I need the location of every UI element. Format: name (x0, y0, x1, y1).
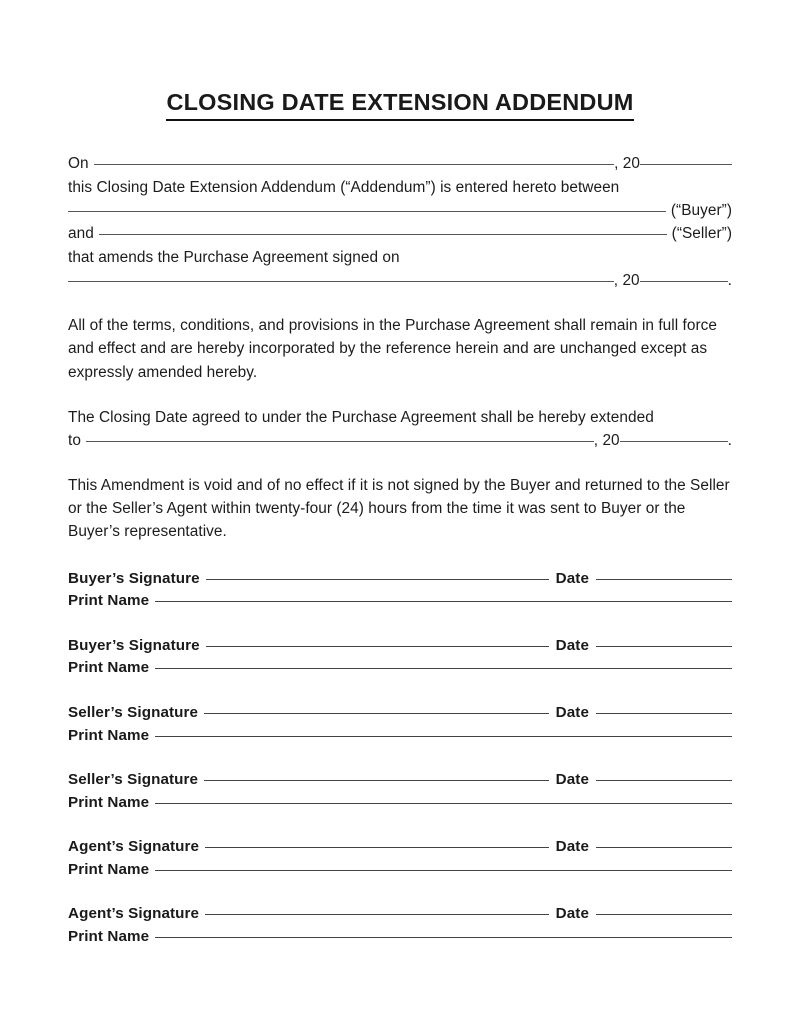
signature-block-seller-2 (68, 771, 732, 816)
extension-paragraph (68, 406, 732, 453)
signature-block-buyer-1 (68, 570, 732, 615)
recital-line-seller (68, 222, 732, 245)
terms-paragraph-text: All of the terms, conditions, and provisions in the Purchase Agreement shall remain in full force and effect and are hereby incorporated by the reference herein and are unchanged except as expressly amended hereby. (68, 317, 718, 381)
print-name-row (68, 659, 732, 682)
print-name-row (68, 727, 732, 750)
print-name-label: Print Name (68, 592, 150, 610)
print-name-row (68, 928, 732, 951)
agreement-year-blank[interactable] (640, 281, 728, 282)
date-label: Date (555, 771, 589, 789)
signature-role-label: Agent’s Signature (68, 905, 200, 923)
print-name-blank[interactable] (155, 601, 732, 602)
recital-line-date (68, 152, 732, 175)
date-label: Date (555, 569, 589, 587)
extension-year-prefix-label: , 20 (593, 432, 620, 450)
page-title-text: CLOSING DATE EXTENSION ADDENDUM (166, 88, 633, 121)
signature-section (68, 570, 732, 951)
terms-paragraph (68, 314, 732, 384)
recital-block (68, 152, 732, 292)
signature-role-label: Seller’s Signature (68, 703, 199, 721)
recital-line-buyer (68, 199, 732, 222)
seller-name-blank[interactable] (99, 234, 667, 235)
date-blank[interactable] (596, 780, 732, 781)
void-clause-text: This Amendment is void and of no effect if it is not signed by the Buyer and returned to the Seller or the Seller’s Agent within twenty-four (24) hours from the time it was sent to Buyer or the Buyer’s representative. (68, 476, 730, 541)
signature-role-label: Seller’s Signature (68, 771, 199, 789)
date-blank[interactable] (596, 579, 732, 580)
agreement-date-blank[interactable] (68, 281, 614, 282)
signature-blank[interactable] (206, 579, 549, 580)
buyer-tag-label: (“Buyer”) (670, 201, 732, 219)
seller-tag-label: (“Seller”) (671, 225, 732, 243)
signature-blank[interactable] (205, 914, 549, 915)
print-name-row (68, 794, 732, 817)
print-name-label: Print Name (68, 793, 150, 811)
print-name-blank[interactable] (155, 803, 732, 804)
print-name-row (68, 592, 732, 615)
to-label: to (68, 432, 81, 450)
signature-blank[interactable] (205, 847, 549, 848)
agreement-period: . (727, 271, 732, 289)
date-label: Date (555, 838, 589, 856)
signature-block-agent-1 (68, 838, 732, 883)
signature-row (68, 570, 732, 593)
print-name-label: Print Name (68, 659, 150, 677)
date-label: Date (555, 636, 589, 654)
new-closing-year-blank[interactable] (620, 441, 728, 442)
date-blank[interactable] (596, 847, 732, 848)
date-blank[interactable] (596, 646, 732, 647)
date-blank[interactable] (596, 914, 732, 915)
print-name-label: Print Name (68, 928, 150, 946)
signature-blank[interactable] (204, 713, 549, 714)
buyer-name-blank[interactable] (68, 211, 666, 212)
recital-line-agreement-date (68, 269, 732, 292)
signature-role-label: Agent’s Signature (68, 838, 200, 856)
on-label: On (68, 155, 89, 173)
print-name-label: Print Name (68, 726, 150, 744)
signature-block-agent-2 (68, 905, 732, 950)
signing-year-blank[interactable] (640, 164, 732, 165)
print-name-blank[interactable] (155, 668, 732, 669)
signature-block-buyer-2 (68, 637, 732, 682)
signature-row (68, 838, 732, 861)
signature-row (68, 637, 732, 660)
signature-role-label: Buyer’s Signature (68, 569, 200, 587)
signature-blank[interactable] (206, 646, 549, 647)
signature-row (68, 905, 732, 928)
signature-role-label: Buyer’s Signature (68, 636, 200, 654)
extension-paragraph-text: The Closing Date agreed to under the Purchase Agreement shall be hereby extended (68, 409, 654, 427)
page-title (68, 0, 732, 121)
void-clause-paragraph (68, 474, 732, 544)
signature-row (68, 704, 732, 727)
date-label: Date (555, 703, 589, 721)
print-name-label: Print Name (68, 860, 150, 878)
extension-date-line (68, 429, 732, 452)
date-blank[interactable] (596, 713, 732, 714)
print-name-blank[interactable] (155, 870, 732, 871)
extension-period: . (727, 432, 732, 450)
and-label: and (68, 225, 94, 243)
year-prefix-label: , 20 (614, 155, 640, 173)
print-name-row (68, 861, 732, 884)
signing-date-blank[interactable] (94, 164, 614, 165)
recital-line-intro: this Closing Date Extension Addendum (“Addendum”) is entered hereto between (68, 178, 620, 196)
signature-row (68, 771, 732, 794)
print-name-blank[interactable] (155, 736, 732, 737)
agreement-year-prefix-label: , 20 (613, 271, 640, 289)
date-label: Date (555, 905, 589, 923)
print-name-blank[interactable] (155, 937, 732, 938)
new-closing-date-blank[interactable] (86, 441, 594, 442)
signature-blank[interactable] (204, 780, 549, 781)
recital-line-amends: that amends the Purchase Agreement signed on (68, 248, 400, 266)
signature-block-seller-1 (68, 704, 732, 749)
